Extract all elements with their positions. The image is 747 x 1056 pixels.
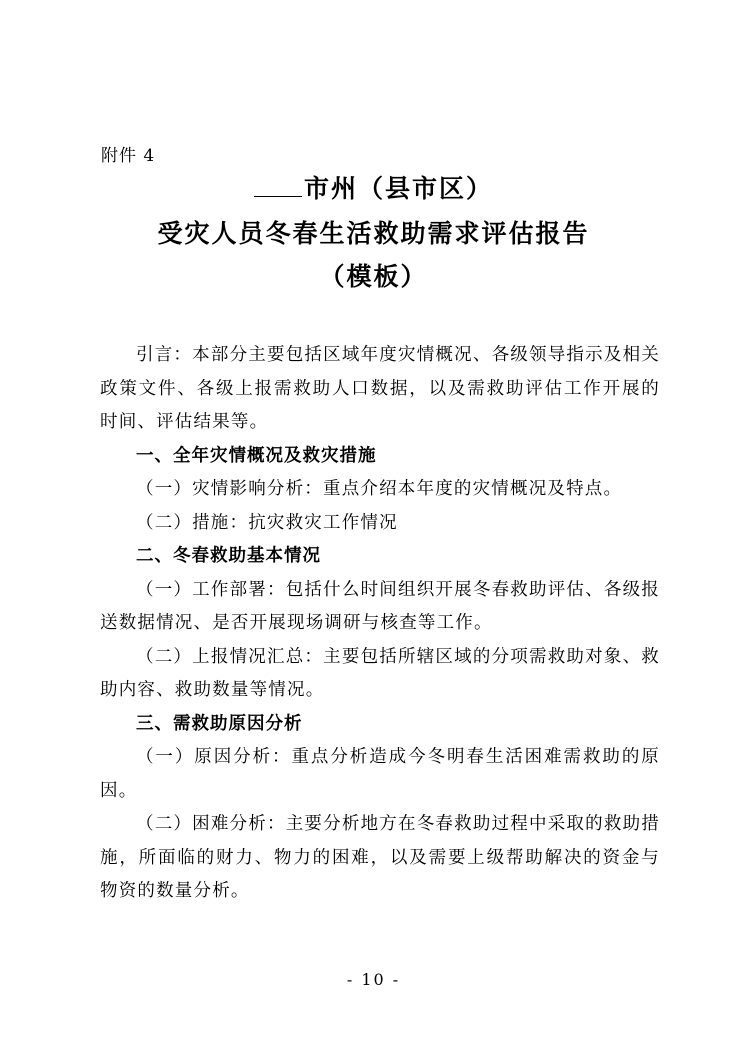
title-line-3: （模板） <box>319 262 428 291</box>
section-2-heading: 二、冬春救助基本情况 <box>136 546 321 566</box>
section-3-heading: 三、需救助原因分析 <box>136 713 303 734</box>
section-3-paragraph-2: （二）困难分析：主要分析地方在冬春救助过程中采取的救助措施，所面临的财力、物力的困难，以及需要上级帮助解决的资金与物资的数量分析。 <box>100 814 660 901</box>
blank-underline <box>254 174 302 197</box>
section-1-paragraph-1: （一）灾情影响分析：重点介绍本年度的灾情概况及特点。 <box>136 479 623 499</box>
page-number: - 10 - <box>346 970 401 989</box>
title-city-county: 市州（县市区） <box>303 174 493 203</box>
intro-paragraph: 引言：本部分主要包括区域年度灾情概况、各级领导指示及相关政策文件、各级上报需救助人口数据，以及需救助评估工作开展的时间、评估结果等。 <box>100 345 660 432</box>
section-3-paragraph-1: （一）原因分析：重点分析造成今冬明春生活困难需救助的原因。 <box>100 747 660 801</box>
attachment-label: 附件 4 <box>101 146 156 166</box>
section-2-paragraph-2: （二）上报情况汇总：主要包括所辖区域的分项需救助对象、救助内容、救助数量等情况。 <box>100 646 660 700</box>
section-1-paragraph-2: （二）措施：抗灾救灾工作情况 <box>136 512 398 533</box>
title-line-1 <box>0 167 747 211</box>
section-1-heading: 一、全年灾情概况及救灾措施 <box>136 445 377 466</box>
document-body <box>100 339 660 909</box>
section-2-paragraph-1: （一）工作部署：包括什么时间组织开展冬春救助评估、各级报送数据情况、是否开展现场调研与核查等工作。 <box>100 579 660 633</box>
title-line-2: 受灾人员冬春生活救助需求评估报告 <box>157 219 590 248</box>
